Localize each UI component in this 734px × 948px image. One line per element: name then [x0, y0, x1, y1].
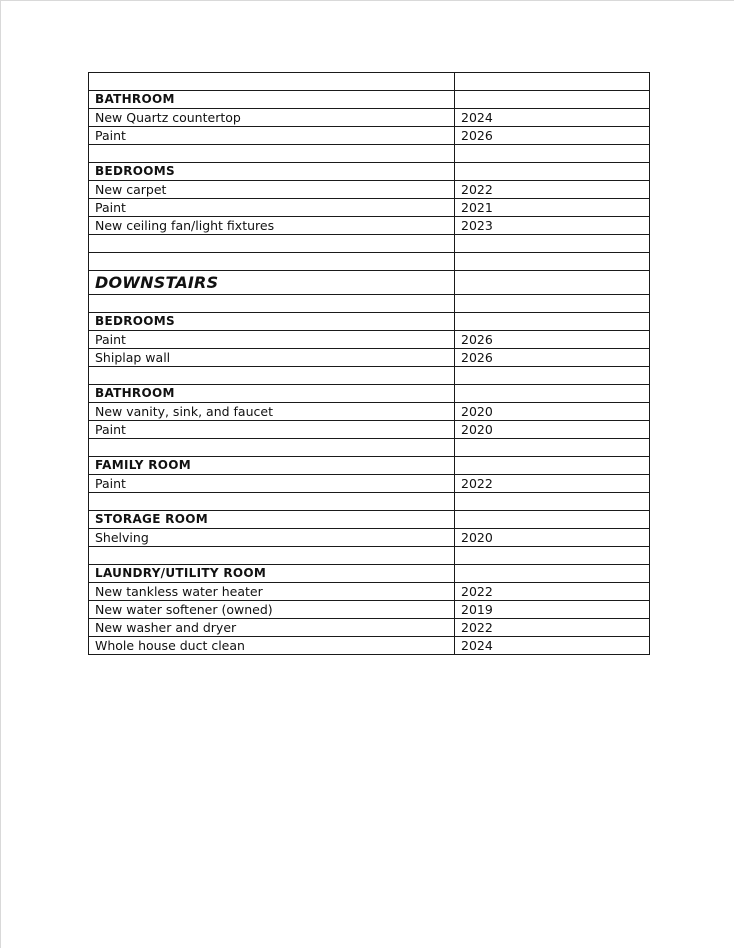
spacer-row [89, 367, 650, 385]
item-row [89, 181, 650, 199]
year-cell: 2021 [455, 199, 650, 217]
empty-cell [455, 91, 650, 109]
item-label-cell: Paint [89, 475, 455, 493]
empty-cell [89, 235, 455, 253]
spacer-row [89, 295, 650, 313]
empty-cell [89, 367, 455, 385]
item-label-cell: Paint [89, 331, 455, 349]
empty-cell [455, 313, 650, 331]
year-cell: 2022 [455, 619, 650, 637]
year-cell: 2020 [455, 403, 650, 421]
item-label-cell: New washer and dryer [89, 619, 455, 637]
spacer-row [89, 145, 650, 163]
item-row [89, 601, 650, 619]
category-label-cell: BATHROOM [89, 91, 455, 109]
category-row [89, 91, 650, 109]
item-label-cell: Paint [89, 421, 455, 439]
item-row [89, 637, 650, 655]
item-label-cell: New Quartz countertop [89, 109, 455, 127]
item-label-cell: Paint [89, 127, 455, 145]
year-cell: 2023 [455, 217, 650, 235]
year-cell: 2019 [455, 601, 650, 619]
empty-cell [455, 511, 650, 529]
empty-cell [455, 163, 650, 181]
item-row [89, 331, 650, 349]
empty-cell [455, 253, 650, 271]
item-row [89, 421, 650, 439]
item-label-cell: New water softener (owned) [89, 601, 455, 619]
category-label-cell: LAUNDRY/UTILITY ROOM [89, 565, 455, 583]
item-row [89, 199, 650, 217]
renovation-table [88, 72, 650, 655]
empty-cell [455, 235, 650, 253]
spacer-row [89, 253, 650, 271]
item-label-cell: Paint [89, 199, 455, 217]
spacer-row [89, 493, 650, 511]
empty-cell [455, 295, 650, 313]
item-row [89, 529, 650, 547]
item-row [89, 349, 650, 367]
empty-cell [89, 253, 455, 271]
year-cell: 2024 [455, 637, 650, 655]
category-label-cell: BATHROOM [89, 385, 455, 403]
item-row [89, 619, 650, 637]
item-row [89, 475, 650, 493]
year-cell: 2020 [455, 421, 650, 439]
item-row [89, 217, 650, 235]
year-cell: 2022 [455, 181, 650, 199]
item-row [89, 127, 650, 145]
empty-cell [89, 295, 455, 313]
spacer-row [89, 439, 650, 457]
empty-cell [455, 385, 650, 403]
year-cell: 2024 [455, 109, 650, 127]
item-row [89, 403, 650, 421]
empty-cell [455, 367, 650, 385]
spacer-row [89, 547, 650, 565]
item-label-cell: New ceiling fan/light fixtures [89, 217, 455, 235]
empty-cell [89, 547, 455, 565]
section-row [89, 271, 650, 295]
year-cell: 2026 [455, 331, 650, 349]
spacer-row [89, 235, 650, 253]
category-label-cell: BEDROOMS [89, 313, 455, 331]
category-label-cell: FAMILY ROOM [89, 457, 455, 475]
year-cell: 2022 [455, 475, 650, 493]
year-cell: 2020 [455, 529, 650, 547]
category-row [89, 163, 650, 181]
category-row [89, 511, 650, 529]
item-label-cell: New tankless water heater [89, 583, 455, 601]
empty-cell [455, 439, 650, 457]
item-label-cell: Shiplap wall [89, 349, 455, 367]
item-row [89, 109, 650, 127]
year-cell: 2026 [455, 127, 650, 145]
category-row [89, 313, 650, 331]
category-label-cell: STORAGE ROOM [89, 511, 455, 529]
empty-cell [455, 73, 650, 91]
item-label-cell: Whole house duct clean [89, 637, 455, 655]
year-cell: 2026 [455, 349, 650, 367]
category-label-cell: BEDROOMS [89, 163, 455, 181]
category-row [89, 565, 650, 583]
empty-cell [455, 457, 650, 475]
year-cell: 2022 [455, 583, 650, 601]
empty-cell [455, 145, 650, 163]
category-row [89, 457, 650, 475]
item-row [89, 583, 650, 601]
renovation-table-body [89, 73, 650, 655]
item-label-cell: Shelving [89, 529, 455, 547]
item-label-cell: New carpet [89, 181, 455, 199]
section-title-cell: DOWNSTAIRS [89, 271, 455, 295]
spacer-row [89, 73, 650, 91]
empty-cell [455, 565, 650, 583]
empty-cell [89, 439, 455, 457]
empty-cell [89, 73, 455, 91]
item-label-cell: New vanity, sink, and faucet [89, 403, 455, 421]
empty-cell [89, 493, 455, 511]
empty-cell [455, 547, 650, 565]
empty-cell [89, 145, 455, 163]
empty-cell [455, 271, 650, 295]
empty-cell [455, 493, 650, 511]
category-row [89, 385, 650, 403]
